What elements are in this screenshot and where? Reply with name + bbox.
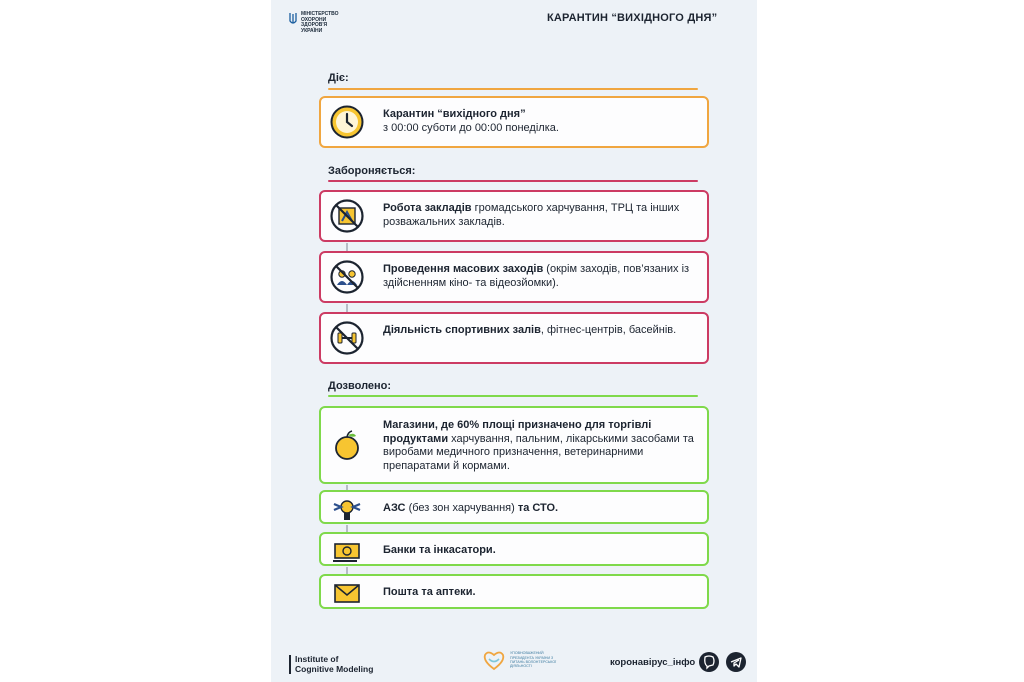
poster <box>271 0 757 682</box>
card-shops <box>319 406 709 484</box>
viber-icon <box>699 652 719 672</box>
card-gyms-ban <box>319 312 709 364</box>
card-text: АЗС (без зон харчування) та СТО. <box>383 502 559 514</box>
ministry-logo <box>289 12 341 34</box>
card-text: Діяльність спортивних залів, фітнес-центрів, басейнів. <box>383 324 677 336</box>
section-divider <box>328 180 698 182</box>
section-title-forbidden: Забороняється: <box>328 165 416 177</box>
connector-line <box>346 243 348 251</box>
website-label: коронавірус_інфо <box>610 657 696 668</box>
card-text: Проведення масових заходів (окрім заходів, пов’язаних із здійсненням кіно- та відеозйомки). <box>383 263 690 289</box>
envelope-icon <box>330 576 364 610</box>
apple-icon <box>330 428 364 462</box>
card-food-ban <box>319 190 709 242</box>
card-text: Магазини, де 60% площі призначено для торгівлі продуктами харчування, пальним, лікарськими засобами та виробами медичного призначення, ветеринарними препаратами й кормами. <box>383 419 694 472</box>
connector-line <box>346 304 348 312</box>
card-text: Пошта та аптеки. <box>383 586 476 598</box>
no-restaurant-icon <box>330 199 364 233</box>
trident-icon <box>289 12 297 26</box>
section-title-allowed: Дозволено: <box>328 380 392 392</box>
ministry-name: МІНІСТЕРСТВО ОХОРОНИ ЗДОРОВ'Я УКРАЇНИ <box>301 11 339 34</box>
telegram-button[interactable] <box>726 652 746 672</box>
card-text: Робота закладів громадського харчування, ТРЦ та інших розважальних закладів. <box>383 202 680 228</box>
volunteer-logo: УПОВНОВАЖЕНИЙ ПРЕЗИДЕНТА УКРАЇНИ З ПИТАНЬ ВОЛОНТЕРСЬКОЇ ДІЯЛЬНОСТІ <box>481 649 562 671</box>
viber-button[interactable] <box>699 652 719 672</box>
heart-hands-icon <box>481 649 507 671</box>
page-title: КАРАНТИН “ВИХІДНОГО ДНЯ” <box>547 12 718 24</box>
telegram-icon <box>726 652 746 672</box>
institute-logo: Institute of Cognitive Modeling <box>289 655 373 674</box>
card-events-ban <box>319 251 709 303</box>
section-title-acts: Діє: <box>328 72 349 84</box>
card-banks <box>319 532 709 566</box>
banknote-icon <box>330 534 364 568</box>
wrench-gear-icon <box>330 492 364 526</box>
card-quarantine <box>319 96 709 148</box>
card-text: Банки та інкасатори. <box>383 544 496 556</box>
no-crowd-icon <box>330 260 364 294</box>
clock-icon <box>330 105 364 139</box>
card-post <box>319 574 709 609</box>
section-divider <box>328 395 698 397</box>
card-text: Карантин “вихідного дня” з 00:00 суботи до 00:00 понеділка. <box>383 108 559 134</box>
section-divider <box>328 88 698 90</box>
no-gym-icon <box>330 321 364 355</box>
card-gas-stations <box>319 490 709 524</box>
